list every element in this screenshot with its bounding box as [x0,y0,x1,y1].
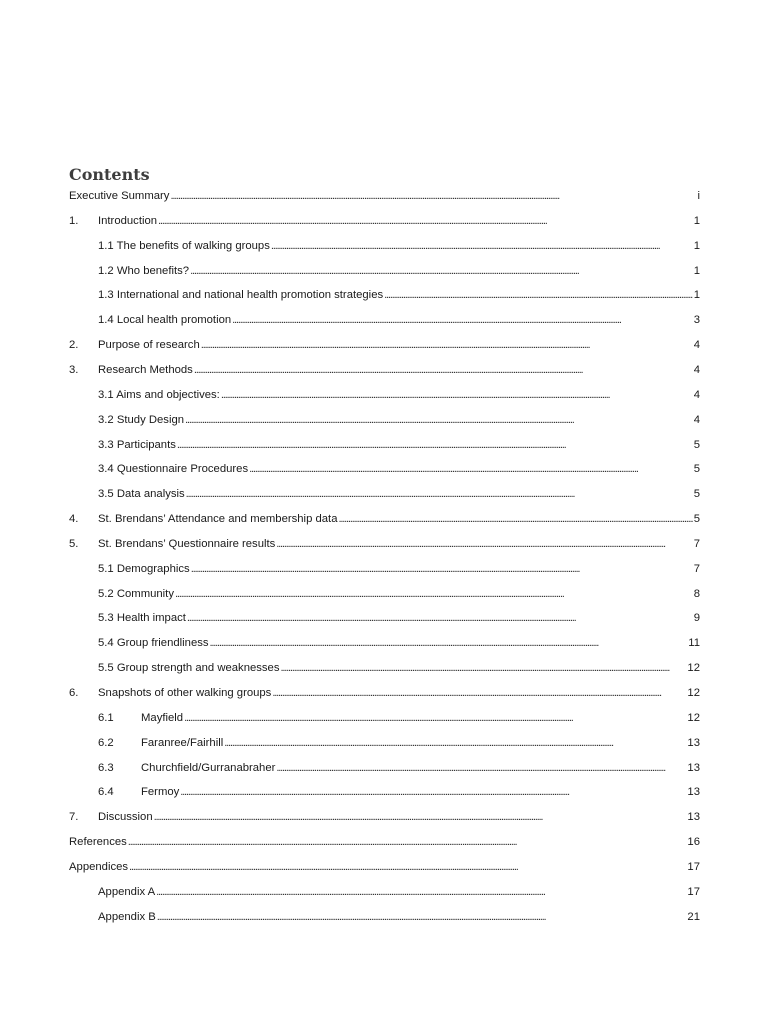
toc-entry-title: 1.3 International and national health promotion strategies [98,289,384,302]
toc-entry-title: 3.2 Study Design [98,413,185,426]
toc-dot-leader [249,460,693,478]
toc-entry[interactable] [69,510,700,528]
toc-entry-title: Mayfield [141,711,184,724]
toc-entry[interactable] [98,237,700,255]
toc-entry-number: 6.3 [98,761,114,774]
toc-entry-number: 6.2 [98,736,114,749]
toc-entry-page: 9 [693,612,700,625]
toc-entry[interactable] [98,286,700,304]
toc-dot-leader [281,659,687,677]
toc-entry-page: 4 [693,413,700,426]
toc-dot-leader [186,485,693,503]
toc-dot-leader [129,858,686,876]
toc-entry-page: 12 [687,662,700,675]
toc-entry-number: 2. [69,339,79,352]
toc-entry-number: 4. [69,513,79,526]
toc-entry[interactable] [98,759,700,777]
toc-entry-page: 13 [687,786,700,799]
toc-entry-title: Appendix A [98,885,156,898]
toc-dot-leader [191,560,693,578]
toc-dot-leader [201,336,693,354]
toc-entry-page: 4 [693,363,700,376]
toc-entry-page: 17 [687,885,700,898]
toc-entry[interactable] [98,734,700,752]
toc-entry[interactable] [98,485,700,503]
toc-entry-title: Appendices [69,860,129,873]
contents-heading: Contents [69,165,150,184]
toc-entry-page: 13 [687,811,700,824]
toc-entry[interactable] [98,634,700,652]
toc-dot-leader [158,212,693,230]
toc-dot-leader [185,411,693,429]
toc-entry[interactable] [69,361,700,379]
toc-dot-leader [210,634,688,652]
toc-entry-page: 5 [693,463,700,476]
toc-dot-leader [271,237,693,255]
toc-entry[interactable] [98,883,700,901]
toc-entry-page: 11 [688,637,700,650]
toc-entry-number: 6. [69,687,79,699]
toc-entry-title: Introduction [98,214,158,227]
toc-dot-leader [170,187,696,205]
toc-dot-leader [154,808,687,826]
toc-entry-page: 12 [687,711,700,724]
toc-entry[interactable] [98,386,700,404]
toc-entry-page: 12 [687,687,700,699]
toc-entry-title: 3.1 Aims and objectives: [98,388,220,401]
toc-dot-leader [276,759,686,777]
toc-entry[interactable] [98,436,700,454]
toc-entry-page: 3 [693,314,700,327]
toc-dot-leader [232,311,693,329]
toc-dot-leader [187,609,693,627]
toc-entry[interactable] [98,411,700,429]
toc-dot-leader [384,286,693,304]
toc-entry-title: Fermoy [141,786,180,799]
toc-entry-page: 1 [693,289,700,302]
toc-entry-title: Snapshots of other walking groups [98,687,272,699]
toc-entry-number: 7. [69,811,79,824]
toc-entry[interactable] [98,262,700,280]
toc-entry-page: 5 [693,488,700,501]
toc-entry-page: 16 [687,836,700,849]
toc-entry[interactable] [98,560,700,578]
toc-entry-title: Executive Summary [69,190,170,202]
toc-entry-title: Purpose of research [98,339,200,352]
toc-entry-page: 4 [693,388,700,401]
toc-entry-number: 1. [69,214,79,227]
toc-entry-title: References [69,836,127,849]
toc-entry-page: 5 [693,513,700,526]
toc-entry[interactable] [69,684,700,702]
toc-entry-page: i [697,190,700,202]
toc-entry-page: 5 [693,438,700,451]
toc-entry-page: 21 [687,910,700,923]
toc-entry-page: 1 [693,239,700,252]
toc-entry-page: 8 [693,587,700,600]
toc-entry-title: Appendix B [98,910,156,923]
toc-entry-title: 1.2 Who benefits? [98,264,190,277]
toc-dot-leader [224,734,686,752]
toc-entry-page: 4 [693,339,700,352]
toc-dot-leader [276,535,692,553]
toc-entry-page: 7 [693,562,700,575]
toc-entry-title: 1.4 Local health promotion [98,314,232,327]
toc-entry-number: 3. [69,363,79,376]
toc-entry-title: 3.4 Questionnaire Procedures [98,463,249,476]
toc-entry-title: 1.1 The benefits of walking groups [98,239,270,252]
toc-entry-title: Research Methods [98,363,193,376]
toc-dot-leader [128,833,687,851]
toc-dot-leader [184,709,686,727]
toc-entry[interactable] [69,212,700,230]
toc-entry-page: 1 [693,214,700,227]
toc-entry-title: 5.2 Community [98,587,174,600]
toc-entry-number: 6.4 [98,786,114,799]
toc-entry-title: St. Brendans’ Attendance and membership data [98,513,338,526]
toc-dot-leader [221,386,693,404]
toc-dot-leader [177,436,693,454]
toc-entry-title: 5.3 Health impact [98,612,186,625]
toc-dot-leader [157,908,687,926]
toc-entry[interactable] [69,833,700,851]
toc-dot-leader [194,361,693,379]
toc-entry[interactable] [69,858,700,876]
toc-entry[interactable] [69,808,700,826]
toc-dot-leader [190,262,693,280]
toc-entry-title: 5.1 Demographics [98,562,190,575]
toc-dot-leader [272,684,686,702]
toc-entry-page: 13 [687,761,700,774]
toc-entry-title: St. Brendans’ Questionnaire results [98,537,276,550]
toc-entry-number: 6.1 [98,711,114,724]
toc-dot-leader [180,783,686,801]
toc-entry[interactable] [98,783,700,801]
toc-entry[interactable] [69,336,700,354]
toc-entry[interactable] [98,609,700,627]
toc-entry-title: Churchfield/Gurranabraher [141,761,276,774]
toc-entry[interactable] [98,908,700,926]
toc-entry[interactable] [98,659,700,677]
toc-entry-page: 13 [687,736,700,749]
toc-entry-page: 7 [693,537,700,550]
toc-entry[interactable] [69,187,700,205]
toc-entry-title: 5.5 Group strength and weaknesses [98,662,280,675]
toc-entry-number: 5. [69,537,79,550]
toc-dot-leader [175,585,693,603]
toc-dot-leader [338,510,692,528]
toc-entry-title: 3.5 Data analysis [98,488,185,501]
toc-entry-page: 1 [693,264,700,277]
toc-entry-title: 3.3 Participants [98,438,176,451]
toc-entry-page: 17 [687,860,700,873]
toc-entry-title: Faranree/Fairhill [141,736,224,749]
toc-entry[interactable] [98,585,700,603]
toc-entry[interactable] [69,535,700,553]
toc-entry[interactable] [98,311,700,329]
toc-dot-leader [156,883,686,901]
toc-entry[interactable] [98,709,700,727]
toc-entry-title: Discussion [98,811,153,824]
toc-entry[interactable] [98,460,700,478]
toc-entry-title: 5.4 Group friendliness [98,637,209,650]
